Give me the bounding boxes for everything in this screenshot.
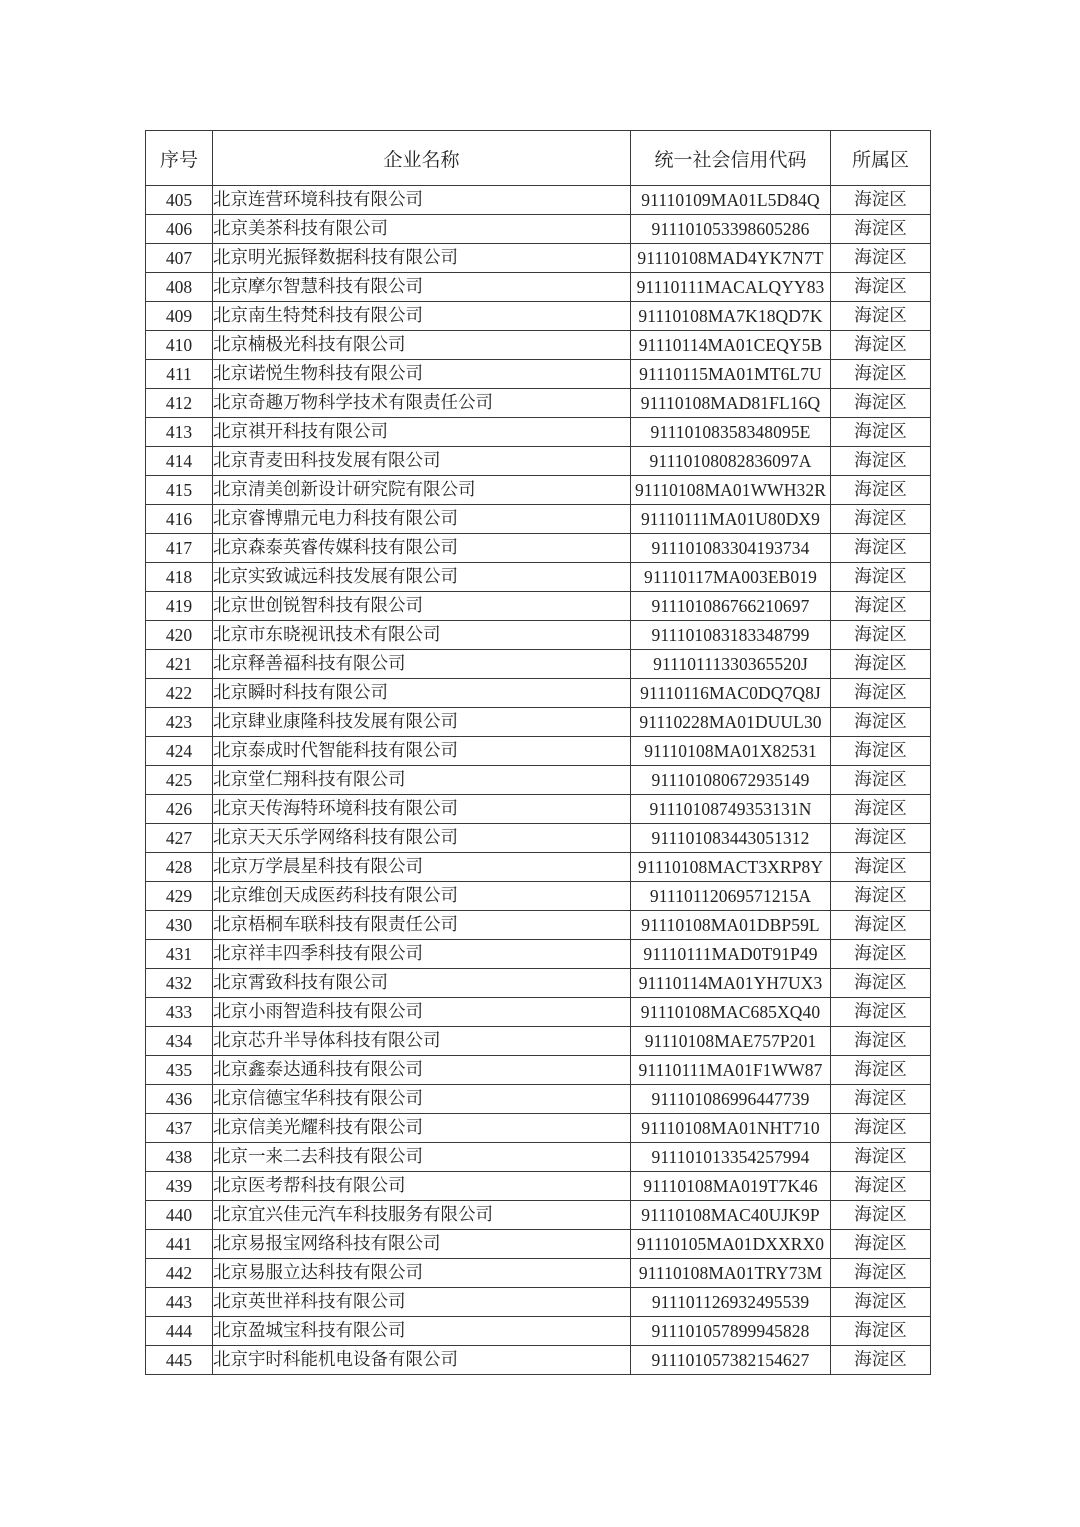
- table-row: [146, 650, 931, 679]
- serial-number-cell: 422: [146, 679, 213, 708]
- company-name-cell: 北京信德宝华科技有限公司: [213, 1085, 631, 1114]
- table-row: [146, 1259, 931, 1288]
- credit-code-cell: 91110105MA01DXXRX0: [631, 1230, 831, 1259]
- company-name-cell: 北京芯升半导体科技有限公司: [213, 1027, 631, 1056]
- credit-code-cell: 91110108MA01DBP59L: [631, 911, 831, 940]
- company-name-cell: 北京诺悦生物科技有限公司: [213, 360, 631, 389]
- table-row: [146, 476, 931, 505]
- credit-code-cell: 91110108MAD81FL16Q: [631, 389, 831, 418]
- table-row: [146, 882, 931, 911]
- company-name-cell: 北京摩尔智慧科技有限公司: [213, 273, 631, 302]
- table-row: [146, 853, 931, 882]
- credit-code-cell: 91110112069571215A: [631, 882, 831, 911]
- company-name-cell: 北京天天乐学网络科技有限公司: [213, 824, 631, 853]
- district-cell: 海淀区: [831, 853, 931, 882]
- credit-code-cell: 91110111MA01U80DX9: [631, 505, 831, 534]
- company-name-cell: 北京鑫泰达通科技有限公司: [213, 1056, 631, 1085]
- company-name-cell: 北京森泰英睿传媒科技有限公司: [213, 534, 631, 563]
- serial-number-cell: 432: [146, 969, 213, 998]
- district-cell: 海淀区: [831, 1172, 931, 1201]
- district-cell: 海淀区: [831, 621, 931, 650]
- table-row: [146, 708, 931, 737]
- credit-code-cell: 91110108082836097A: [631, 447, 831, 476]
- table-row: [146, 505, 931, 534]
- table-row: [146, 273, 931, 302]
- credit-code-cell: 911101126932495539: [631, 1288, 831, 1317]
- table-row: [146, 737, 931, 766]
- company-name-cell: 北京连营环境科技有限公司: [213, 186, 631, 215]
- district-cell: 海淀区: [831, 882, 931, 911]
- district-cell: 海淀区: [831, 476, 931, 505]
- serial-number-cell: 420: [146, 621, 213, 650]
- district-cell: 海淀区: [831, 969, 931, 998]
- serial-number-cell: 439: [146, 1172, 213, 1201]
- serial-number-cell: 406: [146, 215, 213, 244]
- serial-number-cell: 438: [146, 1143, 213, 1172]
- credit-code-cell: 91110114MA01CEQY5B: [631, 331, 831, 360]
- company-name-cell: 北京梧桐车联科技有限责任公司: [213, 911, 631, 940]
- district-cell: 海淀区: [831, 447, 931, 476]
- company-name-cell: 北京瞬时科技有限公司: [213, 679, 631, 708]
- credit-code-cell: 91110111MACALQYY83: [631, 273, 831, 302]
- serial-number-cell: 445: [146, 1346, 213, 1375]
- table-row: [146, 824, 931, 853]
- company-name-cell: 北京万学晨星科技有限公司: [213, 853, 631, 882]
- table-row: [146, 1346, 931, 1375]
- credit-code-cell: 91110108MAC40UJK9P: [631, 1201, 831, 1230]
- credit-code-cell: 91110108MA01WWH32R: [631, 476, 831, 505]
- company-name-cell: 北京肆业康隆科技发展有限公司: [213, 708, 631, 737]
- serial-number-cell: 419: [146, 592, 213, 621]
- company-name-cell: 北京维创天成医药科技有限公司: [213, 882, 631, 911]
- company-name-cell: 北京睿博鼎元电力科技有限公司: [213, 505, 631, 534]
- district-cell: 海淀区: [831, 1346, 931, 1375]
- district-cell: 海淀区: [831, 650, 931, 679]
- credit-code-cell: 911101086766210697: [631, 592, 831, 621]
- company-name-cell: 北京宜兴佳元汽车科技服务有限公司: [213, 1201, 631, 1230]
- company-name-cell: 北京天传海特环境科技有限公司: [213, 795, 631, 824]
- district-cell: 海淀区: [831, 592, 931, 621]
- table-row: [146, 1317, 931, 1346]
- company-name-cell: 北京盈城宝科技有限公司: [213, 1317, 631, 1346]
- serial-number-cell: 405: [146, 186, 213, 215]
- serial-number-cell: 433: [146, 998, 213, 1027]
- credit-code-cell: 91110108MA01NHT710: [631, 1114, 831, 1143]
- credit-code-cell: 91110111MAD0T91P49: [631, 940, 831, 969]
- district-cell: 海淀区: [831, 1114, 931, 1143]
- district-cell: 海淀区: [831, 766, 931, 795]
- serial-number-cell: 426: [146, 795, 213, 824]
- district-cell: 海淀区: [831, 795, 931, 824]
- credit-code-cell: 91110108MA7K18QD7K: [631, 302, 831, 331]
- company-name-cell: 北京信美光耀科技有限公司: [213, 1114, 631, 1143]
- serial-number-cell: 441: [146, 1230, 213, 1259]
- credit-code-cell: 91110109MA01L5D84Q: [631, 186, 831, 215]
- district-cell: 海淀区: [831, 998, 931, 1027]
- table-row: [146, 1230, 931, 1259]
- table-row: [146, 1288, 931, 1317]
- credit-code-cell: 91110108358348095E: [631, 418, 831, 447]
- serial-number-cell: 444: [146, 1317, 213, 1346]
- serial-number-cell: 412: [146, 389, 213, 418]
- district-cell: 海淀区: [831, 1143, 931, 1172]
- credit-code-cell: 91110108MAC685XQ40: [631, 998, 831, 1027]
- credit-code-cell: 91110111330365520J: [631, 650, 831, 679]
- serial-number-cell: 440: [146, 1201, 213, 1230]
- serial-number-cell: 442: [146, 1259, 213, 1288]
- serial-number-cell: 434: [146, 1027, 213, 1056]
- table-body: [146, 186, 931, 1375]
- table-row: [146, 302, 931, 331]
- district-cell: 海淀区: [831, 679, 931, 708]
- credit-code-cell: 91110108MAE757P201: [631, 1027, 831, 1056]
- district-cell: 海淀区: [831, 1317, 931, 1346]
- serial-number-cell: 429: [146, 882, 213, 911]
- serial-number-cell: 430: [146, 911, 213, 940]
- district-cell: 海淀区: [831, 1230, 931, 1259]
- company-name-cell: 北京清美创新设计研究院有限公司: [213, 476, 631, 505]
- district-cell: 海淀区: [831, 244, 931, 273]
- table-row: [146, 795, 931, 824]
- credit-code-cell: 91110117MA003EB019: [631, 563, 831, 592]
- credit-code-cell: 911101083304193734: [631, 534, 831, 563]
- credit-code-cell: 91110108MACT3XRP8Y: [631, 853, 831, 882]
- table-row: [146, 1143, 931, 1172]
- credit-code-cell: 91110108MA01TRY73M: [631, 1259, 831, 1288]
- serial-number-cell: 413: [146, 418, 213, 447]
- table-row: [146, 186, 931, 215]
- credit-code-cell: 91110116MAC0DQ7Q8J: [631, 679, 831, 708]
- table-row: [146, 911, 931, 940]
- district-cell: 海淀区: [831, 1056, 931, 1085]
- serial-number-cell: 411: [146, 360, 213, 389]
- company-name-cell: 北京小雨智造科技有限公司: [213, 998, 631, 1027]
- table-row: [146, 592, 931, 621]
- credit-code-cell: 911101083443051312: [631, 824, 831, 853]
- district-cell: 海淀区: [831, 360, 931, 389]
- header-company-name: 企业名称: [213, 131, 631, 186]
- company-name-cell: 北京释善福科技有限公司: [213, 650, 631, 679]
- table-row: [146, 389, 931, 418]
- district-cell: 海淀区: [831, 737, 931, 766]
- district-cell: 海淀区: [831, 563, 931, 592]
- serial-number-cell: 418: [146, 563, 213, 592]
- serial-number-cell: 421: [146, 650, 213, 679]
- credit-code-cell: 911101080672935149: [631, 766, 831, 795]
- table-row: [146, 1114, 931, 1143]
- serial-number-cell: 414: [146, 447, 213, 476]
- district-cell: 海淀区: [831, 708, 931, 737]
- credit-code-cell: 911101013354257994: [631, 1143, 831, 1172]
- table-row: [146, 331, 931, 360]
- district-cell: 海淀区: [831, 1027, 931, 1056]
- credit-code-cell: 91110115MA01MT6L7U: [631, 360, 831, 389]
- serial-number-cell: 431: [146, 940, 213, 969]
- company-name-cell: 北京宇时科能机电设备有限公司: [213, 1346, 631, 1375]
- table-row: [146, 679, 931, 708]
- table-row: [146, 621, 931, 650]
- credit-code-cell: 911101057899945828: [631, 1317, 831, 1346]
- district-cell: 海淀区: [831, 824, 931, 853]
- serial-number-cell: 417: [146, 534, 213, 563]
- serial-number-cell: 408: [146, 273, 213, 302]
- company-name-cell: 北京青麦田科技发展有限公司: [213, 447, 631, 476]
- district-cell: 海淀区: [831, 331, 931, 360]
- district-cell: 海淀区: [831, 1201, 931, 1230]
- district-cell: 海淀区: [831, 273, 931, 302]
- district-cell: 海淀区: [831, 1085, 931, 1114]
- company-name-cell: 北京医考帮科技有限公司: [213, 1172, 631, 1201]
- table-row: [146, 1085, 931, 1114]
- district-cell: 海淀区: [831, 940, 931, 969]
- district-cell: 海淀区: [831, 302, 931, 331]
- company-name-cell: 北京泰成时代智能科技有限公司: [213, 737, 631, 766]
- table-row: [146, 534, 931, 563]
- district-cell: 海淀区: [831, 1288, 931, 1317]
- table-row: [146, 1201, 931, 1230]
- company-name-cell: 北京美茶科技有限公司: [213, 215, 631, 244]
- header-district: 所属区: [831, 131, 931, 186]
- credit-code-cell: 91110108MA019T7K46: [631, 1172, 831, 1201]
- district-cell: 海淀区: [831, 505, 931, 534]
- serial-number-cell: 407: [146, 244, 213, 273]
- credit-code-cell: 911101086996447739: [631, 1085, 831, 1114]
- company-name-cell: 北京堂仁翔科技有限公司: [213, 766, 631, 795]
- district-cell: 海淀区: [831, 186, 931, 215]
- serial-number-cell: 437: [146, 1114, 213, 1143]
- credit-code-cell: 91110108749353131N: [631, 795, 831, 824]
- table-row: [146, 563, 931, 592]
- table-row: [146, 1172, 931, 1201]
- header-row: [146, 131, 931, 186]
- table-row: [146, 766, 931, 795]
- company-name-cell: 北京祺开科技有限公司: [213, 418, 631, 447]
- table-row: [146, 418, 931, 447]
- district-cell: 海淀区: [831, 911, 931, 940]
- company-name-cell: 北京英世祥科技有限公司: [213, 1288, 631, 1317]
- table-row: [146, 969, 931, 998]
- company-name-cell: 北京霄致科技有限公司: [213, 969, 631, 998]
- serial-number-cell: 435: [146, 1056, 213, 1085]
- credit-code-cell: 91110111MA01F1WW87: [631, 1056, 831, 1085]
- serial-number-cell: 427: [146, 824, 213, 853]
- serial-number-cell: 443: [146, 1288, 213, 1317]
- table-header: [146, 131, 931, 186]
- serial-number-cell: 409: [146, 302, 213, 331]
- company-name-cell: 北京楠极光科技有限公司: [213, 331, 631, 360]
- table-row: [146, 998, 931, 1027]
- header-credit-code: 统一社会信用代码: [631, 131, 831, 186]
- serial-number-cell: 423: [146, 708, 213, 737]
- serial-number-cell: 428: [146, 853, 213, 882]
- company-name-cell: 北京南生特梵科技有限公司: [213, 302, 631, 331]
- district-cell: 海淀区: [831, 1259, 931, 1288]
- company-name-cell: 北京易服立达科技有限公司: [213, 1259, 631, 1288]
- company-name-cell: 北京奇趣万物科学技术有限责任公司: [213, 389, 631, 418]
- serial-number-cell: 410: [146, 331, 213, 360]
- credit-code-cell: 91110114MA01YH7UX3: [631, 969, 831, 998]
- serial-number-cell: 436: [146, 1085, 213, 1114]
- credit-code-cell: 911101057382154627: [631, 1346, 831, 1375]
- header-serial-number: 序号: [146, 131, 213, 186]
- serial-number-cell: 416: [146, 505, 213, 534]
- table-row: [146, 940, 931, 969]
- credit-code-cell: 91110228MA01DUUL30: [631, 708, 831, 737]
- serial-number-cell: 415: [146, 476, 213, 505]
- district-cell: 海淀区: [831, 215, 931, 244]
- table-row: [146, 447, 931, 476]
- company-list-table: [145, 130, 931, 1375]
- company-name-cell: 北京一来二去科技有限公司: [213, 1143, 631, 1172]
- serial-number-cell: 424: [146, 737, 213, 766]
- serial-number-cell: 425: [146, 766, 213, 795]
- district-cell: 海淀区: [831, 418, 931, 447]
- table-row: [146, 1056, 931, 1085]
- table-row: [146, 360, 931, 389]
- table-row: [146, 1027, 931, 1056]
- company-name-cell: 北京实致诚远科技发展有限公司: [213, 563, 631, 592]
- table-row: [146, 215, 931, 244]
- company-name-cell: 北京明光振铎数据科技有限公司: [213, 244, 631, 273]
- credit-code-cell: 91110108MA01X82531: [631, 737, 831, 766]
- district-cell: 海淀区: [831, 534, 931, 563]
- credit-code-cell: 911101083183348799: [631, 621, 831, 650]
- table-row: [146, 244, 931, 273]
- credit-code-cell: 911101053398605286: [631, 215, 831, 244]
- company-name-cell: 北京祥丰四季科技有限公司: [213, 940, 631, 969]
- company-name-cell: 北京世创锐智科技有限公司: [213, 592, 631, 621]
- district-cell: 海淀区: [831, 389, 931, 418]
- credit-code-cell: 91110108MAD4YK7N7T: [631, 244, 831, 273]
- company-name-cell: 北京市东晓视讯技术有限公司: [213, 621, 631, 650]
- company-name-cell: 北京易报宝网络科技有限公司: [213, 1230, 631, 1259]
